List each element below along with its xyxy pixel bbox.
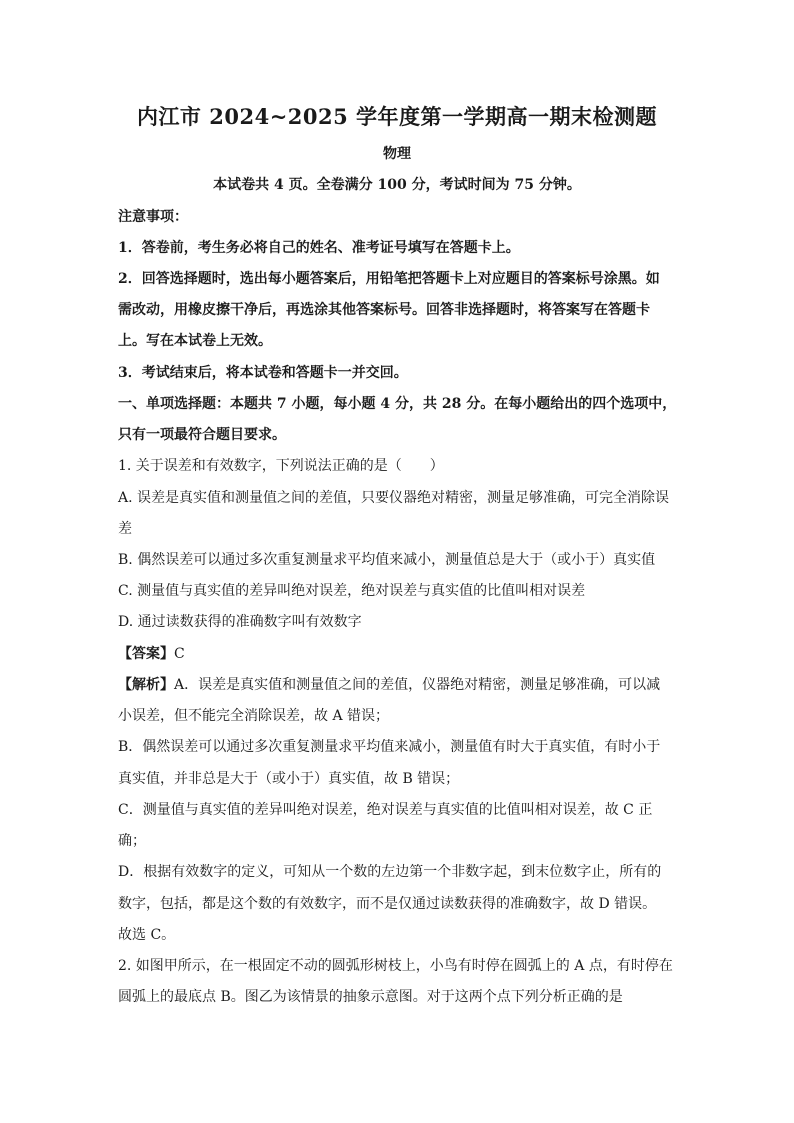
analysis-d-line-1: D．根据有效数字的定义，可知从一个数的左边第一个非数字起，到末位数字止，所有的 bbox=[118, 864, 662, 880]
analysis-b-line-2: 真实值，并非总是大于（或小于）真实值，故 B 错误； bbox=[118, 771, 460, 787]
analysis-d-line-2: 数字，包括，都是这个数的有效数字，而不是仅通过读数获得的准确数字，故 D 错误。 bbox=[118, 896, 657, 912]
analysis-a-line-1 bbox=[118, 676, 684, 694]
analysis-tag: 【解析】 bbox=[118, 677, 174, 693]
option-a-line-1: A. 误差是真实值和测量值之间的差值，只要仪器绝对精密，测量足够准确，可完全消除误 bbox=[118, 490, 670, 506]
note-2-line-3: 上。写在本试卷上无效。 bbox=[118, 333, 272, 349]
notes-heading: 注意事项： bbox=[118, 209, 188, 225]
analysis-conclusion: 故选 C。 bbox=[118, 927, 176, 943]
answer-line bbox=[118, 645, 684, 663]
analysis-b-line-1: B．偶然误差可以通过多次重复测量求平均值来减小，测量值有时大于真实值，有时小于 bbox=[118, 739, 661, 755]
note-2-line-1: 2．回答选择题时，选出每小题答案后，用铅笔把答题卡上对应题目的答案标号涂黑。如 bbox=[118, 271, 660, 287]
analysis-c-line-1: C．测量值与真实值的差异叫绝对误差，绝对误差与真实值的比值叫相对误差，故 C 正 bbox=[118, 802, 653, 818]
question-1-stem: 1. 关于误差和有效数字，下列说法正确的是（ ） bbox=[118, 458, 444, 474]
answer-value: C bbox=[174, 646, 185, 662]
exam-intro: 本试卷共 4 页。全卷满分 100 分，考试时间为 75 分钟。 bbox=[213, 177, 581, 193]
page-title: 内江市 2024~2025 学年度第一学期高一期末检测题 bbox=[136, 104, 658, 129]
question-2-line-1: 2. 如图甲所示，在一根固定不动的圆弧形树枝上，小鸟有时停在圆弧上的 A 点，有时停在 bbox=[118, 958, 673, 974]
analysis-a-line-2: 小误差，但不能完全消除误差，故 A 错误； bbox=[118, 708, 390, 724]
question-2-line-2: 圆弧上的最底点 B。图乙为该情景的抽象示意图。对于这两个点下列分析正确的是 bbox=[118, 989, 623, 1005]
option-d: D. 通过读数获得的准确数字叫有效数字 bbox=[118, 614, 362, 630]
subject-label: 物理 bbox=[383, 146, 411, 162]
option-c: C. 测量值与真实值的差异叫绝对误差，绝对误差与真实值的比值叫相对误差 bbox=[118, 583, 586, 599]
note-1: 1．答卷前，考生务必将自己的姓名、准考证号填写在答题卡上。 bbox=[118, 240, 520, 256]
section-heading-line-2: 只有一项最符合题目要求。 bbox=[118, 427, 286, 443]
option-b: B. 偶然误差可以通过多次重复测量求平均值来减小，测量值总是大于（或小于）真实值 bbox=[118, 552, 656, 568]
analysis-c-line-2: 确； bbox=[118, 833, 146, 849]
option-a-line-2: 差 bbox=[118, 521, 132, 537]
note-3: 3．考试结束后，将本试卷和答题卡一并交回。 bbox=[118, 365, 408, 381]
note-2-line-2: 需改动，用橡皮擦干净后，再选涂其他答案标号。回答非选择题时，将答案写在答题卡 bbox=[118, 302, 650, 318]
answer-tag: 【答案】 bbox=[118, 646, 174, 662]
section-heading-line-1: 一、单项选择题：本题共 7 小题，每小题 4 分，共 28 分。在每小题给出的四个选项中， bbox=[118, 396, 677, 412]
analysis-a-text: A．误差是真实值和测量值之间的差值，仪器绝对精密，测量足够准确，可以减 bbox=[174, 677, 661, 693]
